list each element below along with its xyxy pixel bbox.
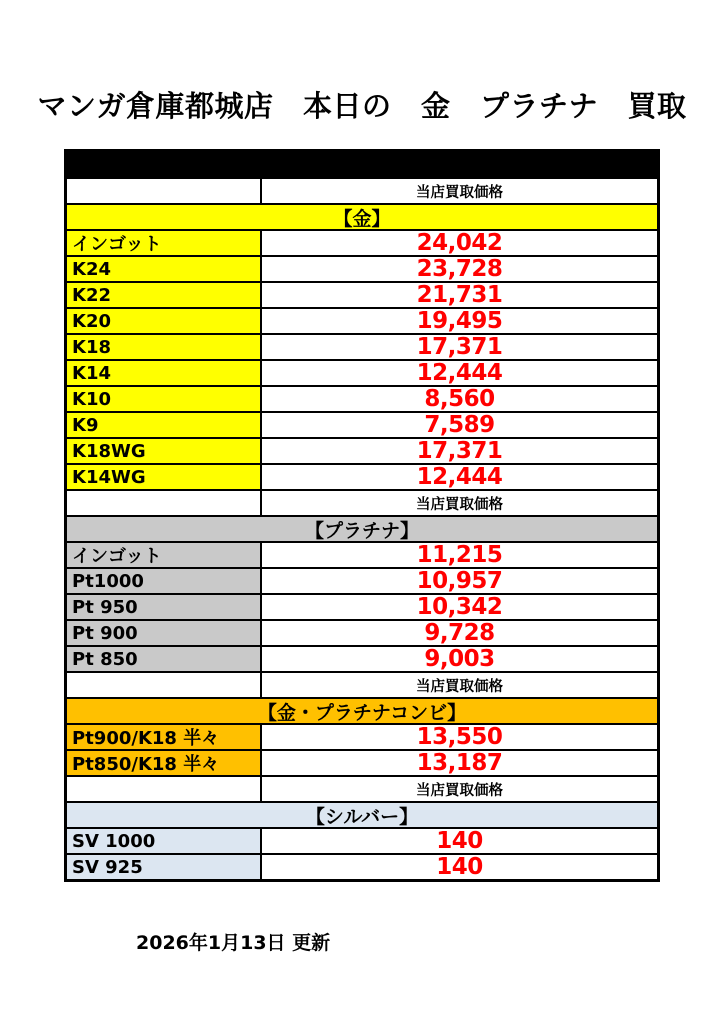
price-column-header: 当店買取価格 (262, 179, 657, 203)
item-price: 7,589 (262, 413, 657, 437)
empty-cell (67, 777, 262, 801)
item-price: 12,444 (262, 465, 657, 489)
empty-cell (67, 179, 262, 203)
item-price: 9,003 (262, 647, 657, 671)
price-column-header: 当店買取価格 (262, 777, 657, 801)
table-row-gold (67, 439, 657, 465)
table-row-gold (67, 257, 657, 283)
table-row-gold (67, 413, 657, 439)
update-date: 2026年1月13日 更新 (136, 932, 331, 954)
empty-cell (67, 673, 262, 697)
item-label: K14WG (67, 465, 262, 489)
table-row-gold (67, 387, 657, 413)
table-row-platinum (67, 647, 657, 673)
empty-cell (67, 491, 262, 515)
item-price: 13,187 (262, 751, 657, 775)
item-label: インゴット (67, 231, 262, 255)
item-label: Pt1000 (67, 569, 262, 593)
item-price: 17,371 (262, 439, 657, 463)
section-header-gold-platinum-combo: 【金・プラチナコンビ】 (67, 699, 657, 725)
table-row-gold (67, 309, 657, 335)
item-label: Pt 900 (67, 621, 262, 645)
table-row-silver (67, 829, 657, 855)
item-label: Pt 850 (67, 647, 262, 671)
table-row-gold (67, 335, 657, 361)
item-price: 21,731 (262, 283, 657, 307)
price-header-row (67, 673, 657, 699)
item-label: K24 (67, 257, 262, 281)
table-row-gold (67, 231, 657, 257)
item-label: SV 925 (67, 855, 262, 879)
table-row-gold-platinum-combo (67, 725, 657, 751)
price-header-row (67, 179, 657, 205)
table-row-platinum (67, 595, 657, 621)
table-row-silver (67, 855, 657, 879)
item-label: インゴット (67, 543, 262, 567)
table-row-platinum (67, 543, 657, 569)
table-row-platinum (67, 569, 657, 595)
item-label: K9 (67, 413, 262, 437)
section-header-platinum: 【プラチナ】 (67, 517, 657, 543)
item-price: 140 (262, 829, 657, 853)
item-label: K14 (67, 361, 262, 385)
item-label: Pt900/K18 半々 (67, 725, 262, 749)
table-row-gold (67, 361, 657, 387)
item-label: K22 (67, 283, 262, 307)
top-banner (67, 152, 657, 179)
item-label: K20 (67, 309, 262, 333)
item-price: 11,215 (262, 543, 657, 567)
item-price: 23,728 (262, 257, 657, 281)
item-label: K18WG (67, 439, 262, 463)
item-price: 24,042 (262, 231, 657, 255)
page-title: マンガ倉庫都城店 本日の 金 プラチナ 買取 (37, 89, 687, 123)
price-header-row (67, 491, 657, 517)
table-row-gold (67, 465, 657, 491)
item-price: 17,371 (262, 335, 657, 359)
price-table (64, 149, 660, 882)
item-label: K18 (67, 335, 262, 359)
item-price: 10,342 (262, 595, 657, 619)
item-price: 8,560 (262, 387, 657, 411)
item-label: Pt850/K18 半々 (67, 751, 262, 775)
section-header-gold: 【金】 (67, 205, 657, 231)
item-price: 140 (262, 855, 657, 879)
item-price: 9,728 (262, 621, 657, 645)
price-column-header: 当店買取価格 (262, 491, 657, 515)
item-price: 19,495 (262, 309, 657, 333)
table-row-gold (67, 283, 657, 309)
item-label: K10 (67, 387, 262, 411)
item-label: SV 1000 (67, 829, 262, 853)
item-label: Pt 950 (67, 595, 262, 619)
price-column-header: 当店買取価格 (262, 673, 657, 697)
table-row-platinum (67, 621, 657, 647)
price-header-row (67, 777, 657, 803)
item-price: 10,957 (262, 569, 657, 593)
item-price: 13,550 (262, 725, 657, 749)
item-price: 12,444 (262, 361, 657, 385)
table-row-gold-platinum-combo (67, 751, 657, 777)
section-header-silver: 【シルバー】 (67, 803, 657, 829)
